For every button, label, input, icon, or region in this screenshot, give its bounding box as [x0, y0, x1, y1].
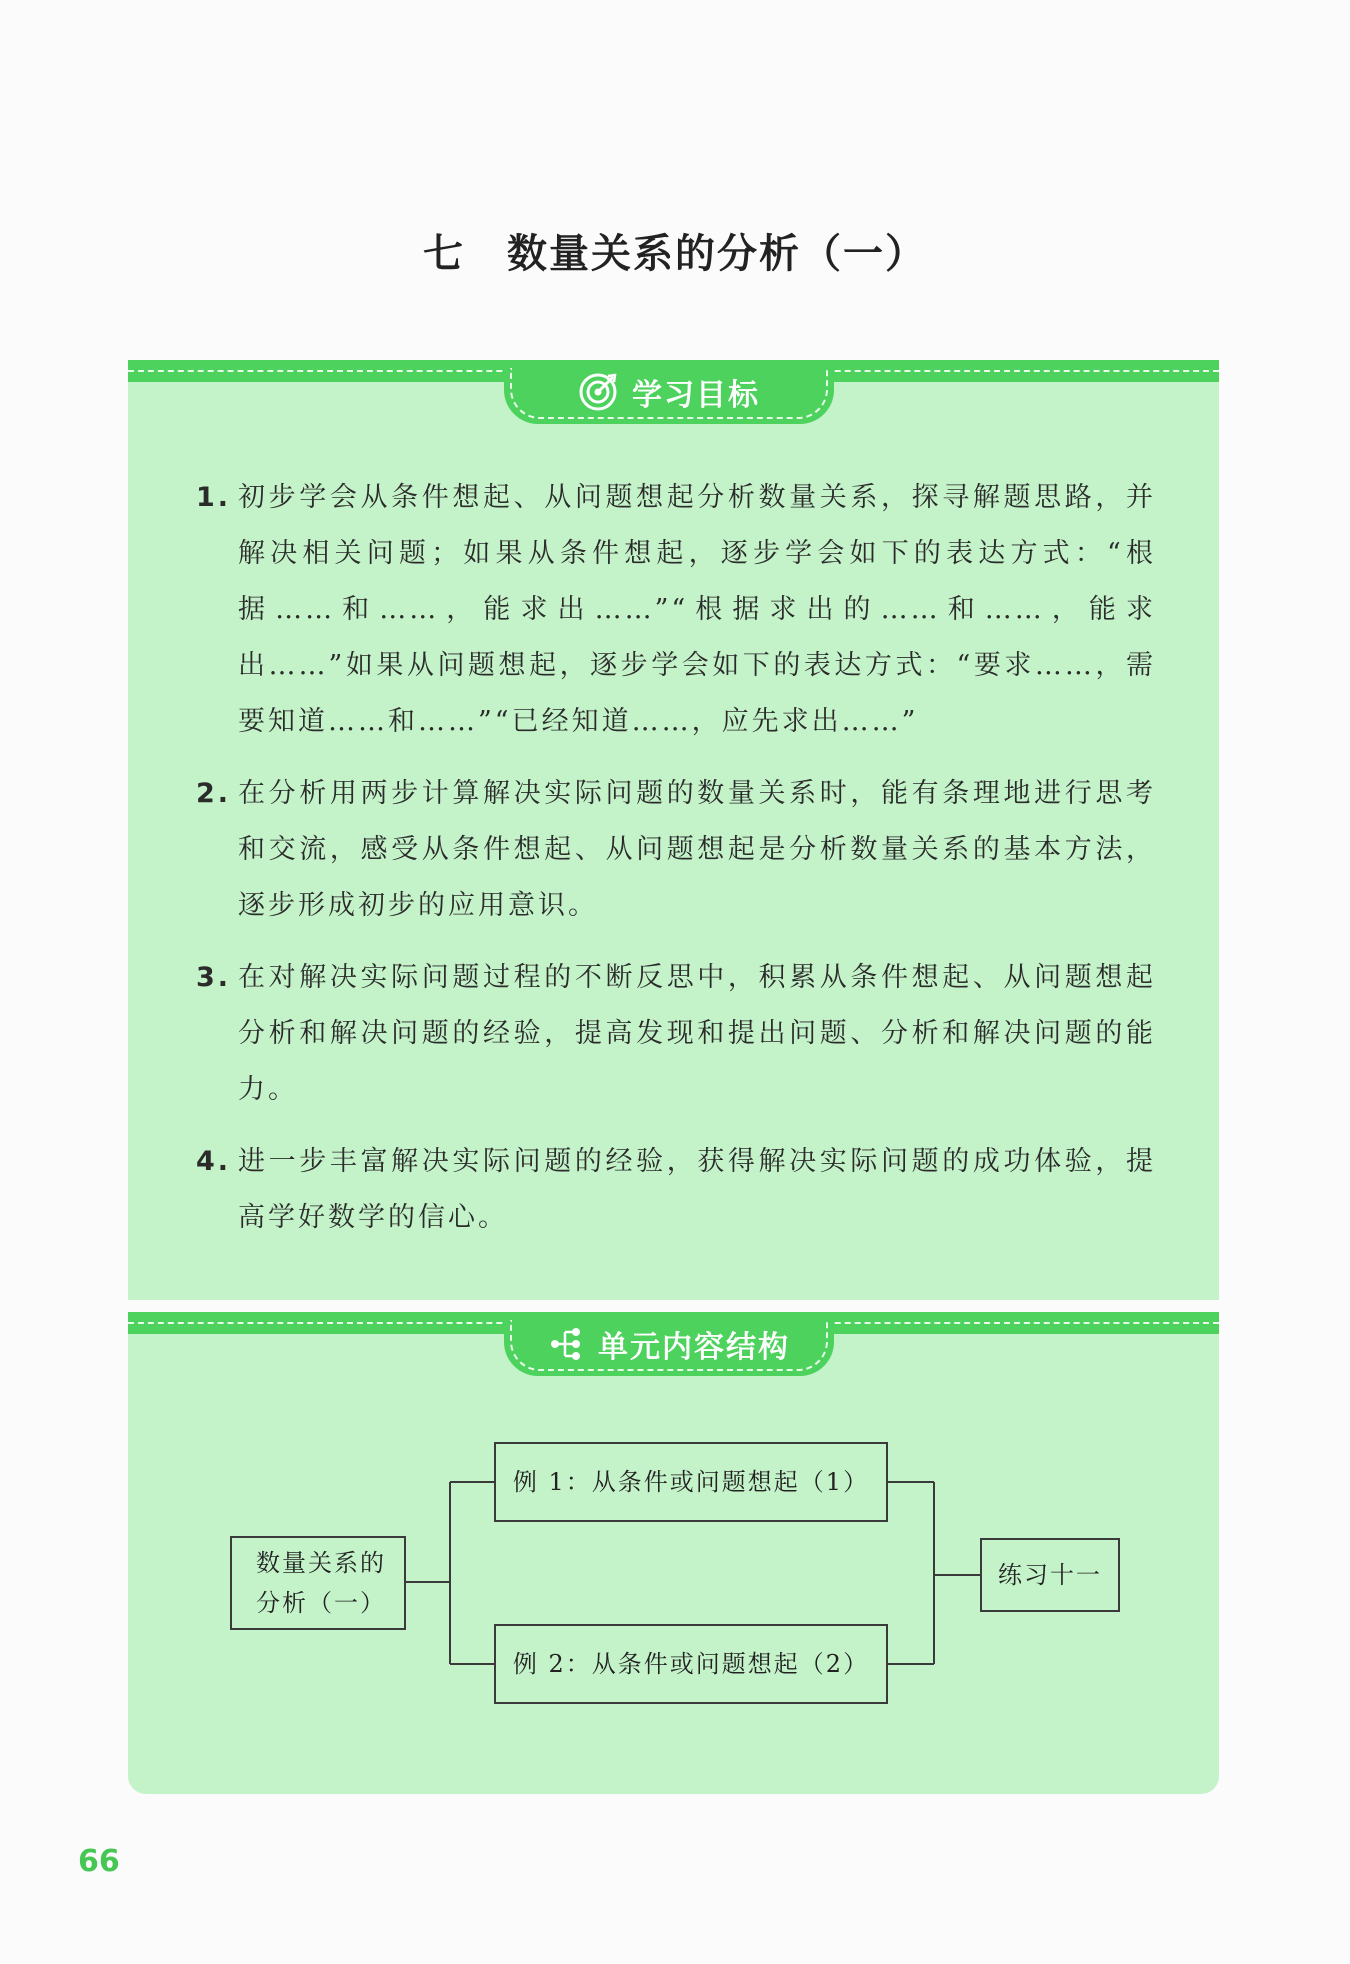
unit-structure-panel [128, 1312, 1219, 1794]
goal-item [196, 470, 1156, 750]
goal-item [196, 766, 1156, 934]
target-icon [578, 372, 618, 412]
root-node-line2: 分析（一） [256, 1589, 386, 1617]
goal-number: 4. [196, 1146, 232, 1177]
goal-number: 3. [196, 962, 232, 993]
goal-item [196, 950, 1156, 1118]
goal-number: 1. [196, 482, 232, 513]
goal-text: 初步学会从条件想起、从问题想起分析数量关系，探寻解题思路，并解决相关问题；如果从条件想起，逐步学会如下的表达方式：“根据……和……，能求出……”“根据求出的……和……，能求出……”如果从问题想起，逐步学会如下的表达方式：“要求……，需要知道……和……”“已经知道……，应先求出……” [238, 482, 1156, 737]
goal-text: 进一步丰富解决实际问题的经验，获得解决实际问题的成功体验，提高学好数学的信心。 [238, 1146, 1156, 1233]
goal-text: 在对解决实际问题过程的不断反思中，积累从条件想起、从问题想起分析和解决问题的经验，提高发现和提出问题、分析和解决问题的能力。 [238, 962, 1156, 1105]
goal-number: 2. [196, 778, 232, 809]
practice-node: 练习十一 [980, 1538, 1120, 1612]
page-title: 七 数量关系的分析（一） [423, 231, 927, 277]
example2-node: 例 2：从条件或问题想起（2） [494, 1624, 888, 1704]
structure-icon [548, 1326, 584, 1362]
root-node-line1: 数量关系的 [256, 1549, 386, 1577]
section-tab-goals [504, 360, 834, 424]
root-node [230, 1536, 406, 1630]
goal-text: 在分析用两步计算解决实际问题的数量关系时，能有条理地进行思考和交流，感受从条件想起、从问题想起是分析数量关系的基本方法，逐步形成初步的应用意识。 [238, 778, 1156, 921]
goal-list [196, 470, 1156, 1262]
page-number: 66 [78, 1844, 120, 1879]
section-heading: 单元内容结构 [598, 1330, 790, 1365]
learning-goals-panel [128, 360, 1219, 1300]
section-heading: 学习目标 [632, 378, 760, 413]
example1-node: 例 1：从条件或问题想起（1） [494, 1442, 888, 1522]
goal-item [196, 1134, 1156, 1246]
